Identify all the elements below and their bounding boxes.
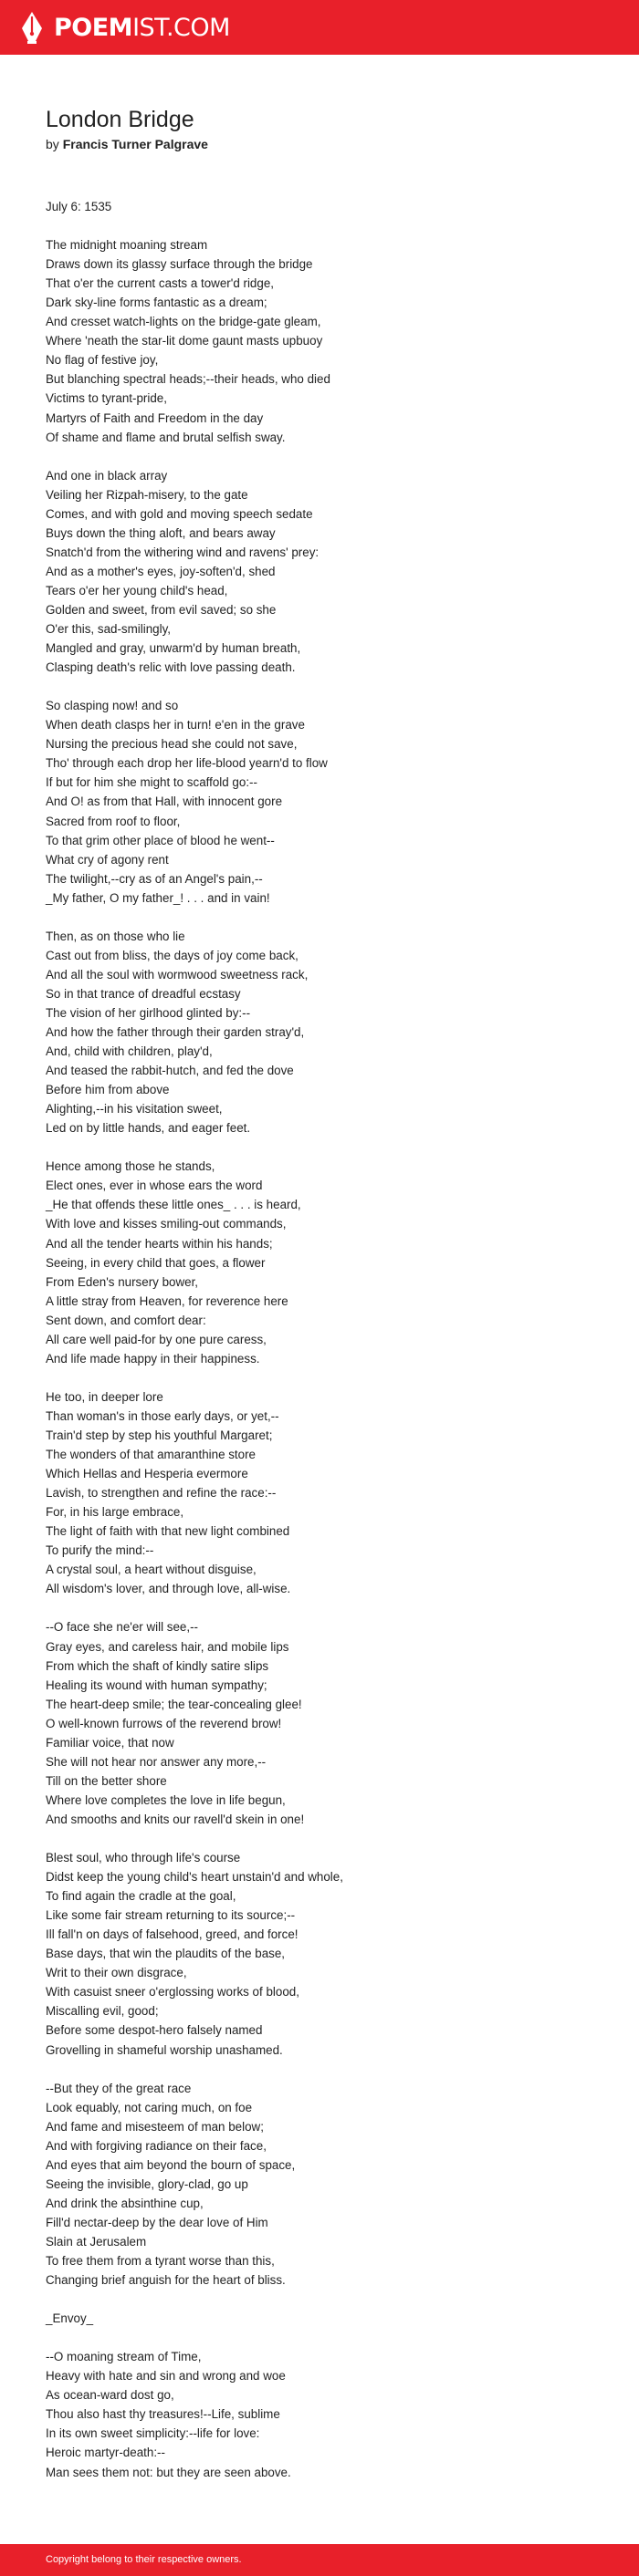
logo-text-light: IST.COM: [132, 13, 230, 42]
poem-byline: [46, 135, 593, 153]
site-logo[interactable]: [18, 11, 230, 44]
logo-wordmark: [54, 14, 230, 42]
copyright-notice: Copyright belong to their respective owners.: [46, 2554, 242, 2565]
poem-text: July 6: 1535 The midnight moaning stream Draws down its glassy surface through the bridge That o'er the current casts a tower'd ridge, Dark sky-line forms fantastic as a dream; And cresset watch-lights on the bridge-gate gleam, Where 'neath the star-lit dome gaunt masts upbuoy No flag of festive joy, But blanching spectral heads;--their heads, who died Victims to tyrant-pride, Martyrs of Faith and Freedom in the day Of shame and flame and brutal selfish sway. And one in black array Veiling her Rizpah-misery, to the gate Comes, and with gold and moving speech sedate Buys down the thing aloft, and bears away Snatch'd from the withering wind and ravens' prey: And as a mother's eyes, joy-soften'd, shed Tears o'er her young child's head, Golden and sweet, from evil saved; so she O'er this, sad-smilingly, Mangled and gray, unwarm'd by human breath, Clasping death's relic with love passing death. So clasping now! and so When death clasps her in turn! e'en in the grave Nursing the precious head she could not save, Tho' through each drop her life-blood yearn'd to flow If but for him she might to scaffold go:-- And O! as from that Hall, with innocent gore Sacred from roof to floor, To that grim other place of blood he went-- What cry of agony rent The twilight,--cry as of an Angel's pain,-- _My father, O my father_! . . . and in vain! Then, as on those who lie Cast out from bliss, the days of joy come back, And all the soul with wormwood sweetness rack, So in that trance of dreadful ecstasy The vision of her girlhood glinted by:-- And how the father through their garden stray'd, And, child with children, play'd, And teased the rabbit-hutch, and fed the dove Before him from above Alighting,--in his visitation sweet, Led on by little hands, and eager feet. Hence among those he stands, Elect ones, ever in whose ears the word _He that offends these little ones_ . . . is heard, With love and kisses smiling-out commands, And all the tender hearts within his hands; Seeing, in every child that goes, a flower From Eden's nursery bower, A little stray from Heaven, for reverence here Sent down, and comfort dear: All care well paid-for by one pure caress, And life made happy in their happiness. He too, in deeper lore Than woman's in those early days, or yet,-- Train'd step by step his youthful Margaret; The wonders of that amaranthine store Which Hellas and Hesperia evermore Lavish, to strengthen and refine the race:-- For, in his large embrace, The light of faith with that new light combined To purify the mind:-- A crystal soul, a heart without disguise, All wisdom's lover, and through love, all-wise. --O face she ne'er will see,-- Gray eyes, and careless hair, and mobile lips From which the shaft of kindly satire slips Healing its wound with human sympathy; The heart-deep smile; the tear-concealing glee! O well-known furrows of the reverend brow! Familiar voice, that now She will not hear nor answer any more,-- Till on the better shore Where love completes the love in life begun, And smooths and knits our ravell'd skein in one! Blest soul, who through life's course Didst keep the young child's heart unstain'd and whole, To find again the cradle at the goal, Like some fair stream returning to its source;-- Ill fall'n on days of falsehood, greed, and force! Base days, that win the plaudits of the base, Writ to their own disgrace, With casuist sneer o'erglossing works of blood, Miscalling evil, good; Before some despot-hero falsely named Grovelling in shameful worship unashamed. --But they of the great race Look equably, not caring much, on foe And fame and misesteem of man below; And with forgiving radiance on their face, And eyes that aim beyond the bourn of space, Seeing the invisible, glory-clad, go up And drink the absinthine cup, Fill'd nectar-deep by the dear love of Him Slain at Jerusalem To free them from a tyrant worse than this, Changing brief anguish for the heart of bliss. _Envoy_ --O moaning stream of Time, Heavy with hate and sin and wrong and woe As ocean-ward dost go, Thou also hast thy treasures!--Life, sublime In its own sweet simplicity:--life for love: Heroic martyr-death:-- Man sees them not: but they are seen above.: [46, 200, 343, 2479]
quill-pen-icon: [18, 11, 46, 44]
poem-content: [46, 104, 593, 2482]
poem-title: London Bridge: [46, 107, 194, 132]
author-name[interactable]: Francis Turner Palgrave: [62, 137, 208, 151]
site-footer: [0, 2544, 639, 2576]
logo-text-bold: POEM: [54, 13, 133, 42]
byline-prefix: by: [46, 137, 63, 151]
site-header: [0, 0, 639, 55]
